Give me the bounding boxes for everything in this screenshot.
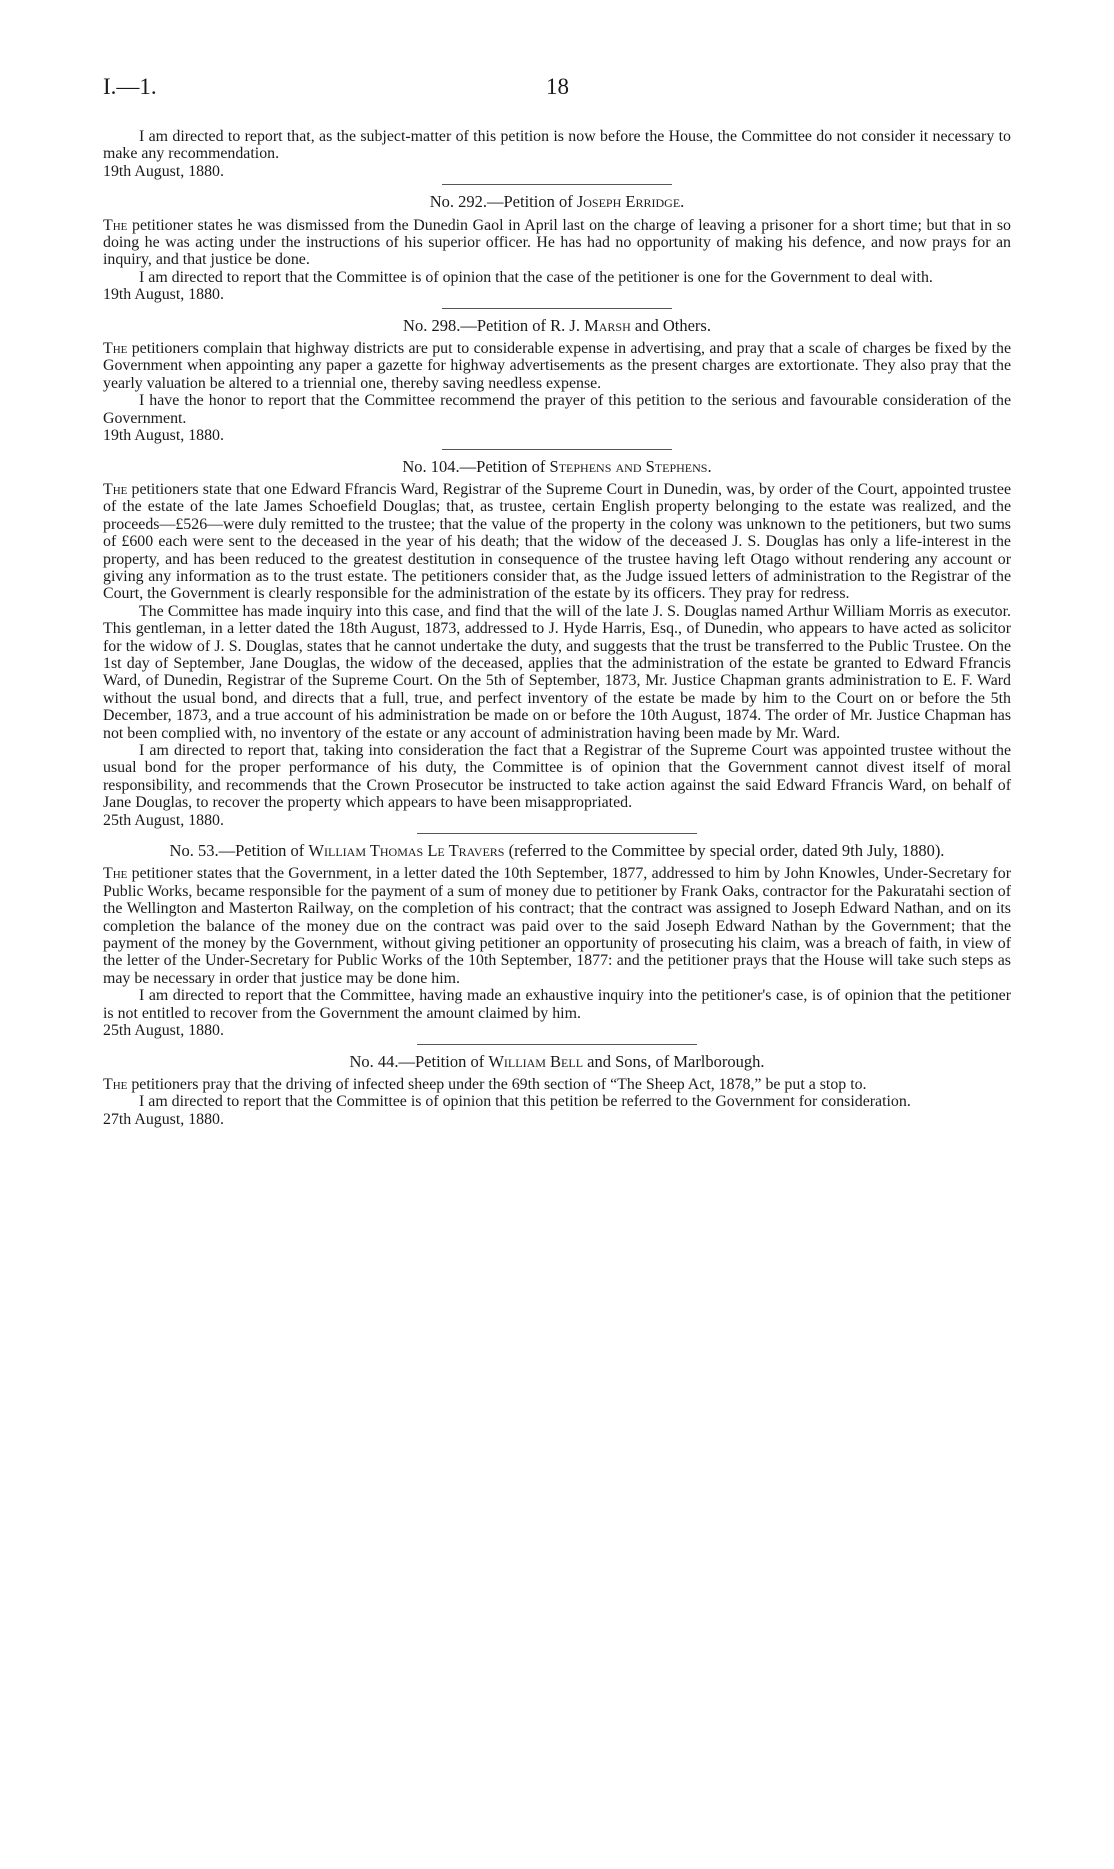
petition-statement: The petitioners complain that highway districts are put to considerable expense in advertising, and pray that a scale of charges be fixed by the Government when appointing any paper a gazette for highway advertisements as the present charges are extortionate. They also pray that the yearly valuation be altered to a triennial one, thereby saving needless expense. xyxy=(103,340,1011,392)
report-date: 25th August, 1880. xyxy=(103,1022,224,1040)
petition-heading: No. 292.—Petition of Joseph Erridge. xyxy=(429,192,685,212)
committee-report: I have the honor to report that the Committee recommend the prayer of this petition to the serious and favourable consideration of the Government. xyxy=(103,392,1011,427)
petition-statement: The petitioner states that the Government, in a letter dated the 10th September, 1877, addressed to him by John Knowles, Under-Secretary for Public Works, became responsible for the payment of a sum of money due to petitioner by Frank Oaks, contractor for the Pakuratahi section of the Wellington and Masterton Railway, on the completion of his contract; that the contract was assigned to Joseph Edward Nathan, and on its completion the balance of the money due on the contract was paid over to the said Joseph Edward Nathan by the Government; that the payment of the money by the Government, without giving petitioner an opportunity of prosecuting his claim, was a breach of faith, in view of the letter of the Under-Secretary for Public Works of the 10th September, 1877: and the petitioner prays that the House will take such steps as may be necessary in order that justice may be done him. xyxy=(103,865,1011,987)
petition-heading: No. 298.—Petition of R. J. Marsh and Others. xyxy=(403,315,711,335)
report-date: 25th August, 1880. xyxy=(103,811,224,829)
committee-inquiry: The Committee has made inquiry into this case, and find that the will of the late J. S. Douglas named Arthur William Morris as executor. This gentleman, in a letter dated the 18th August, 1873, addressed to J. Hyde Harris, Esq., of Dunedin, who appears to have acted as solicitor for the widow of J. S. Douglas, states that he cannot undertake the duty, and suggests that the trust be transferred to the Public Trustee. On the 1st day of September, Jane Douglas, the widow of the deceased, applies that the administration of the estate be granted to Edward Ffrancis Ward, of Dunedin, Registrar of the Supreme Court. On the 5th of September, 1873, Mr. Justice Chapman grants administration to E. F. Ward without the usual bond, and directs that a full, true, and perfect inventory of the estate be made by him to the Court on or before the 5th December, 1873, and a true account of his administration be made on or before the 10th August, 1874. The order of Mr. Justice Chapman has not been complied with, no inventory of the estate or any account of administration having been made by Mr. Ward. xyxy=(103,602,1011,742)
petition-heading: No. 53.—Petition of William Thomas Le Travers (referred to the Committee by special order, dated 9th July, 1880). xyxy=(169,841,945,861)
page-reference: I.—1. xyxy=(103,74,157,99)
committee-report: I am directed to report that the Committee is of opinion that the case of the petitioner is one for the Government to deal with. xyxy=(139,268,933,286)
petition-statement: The petitioner states he was dismissed from the Dunedin Gaol in April last on the charge of leaving a prisoner for a short time; but that in so doing he was acting under the instructions of his superior officer. He has had no opportunity of making his defence, and now prays for an inquiry, and that justice be done. xyxy=(103,216,1011,269)
committee-report: I am directed to report that the Committee is of opinion that this petition be referred to the Government for consideration. xyxy=(139,1093,911,1111)
document-body xyxy=(103,128,1011,1128)
petitioner-name: William Thomas Le Travers xyxy=(308,841,505,861)
petition-heading: No. 104.—Petition of Stephens and Stephens. xyxy=(402,456,712,476)
section-divider xyxy=(442,308,672,309)
section-divider xyxy=(442,449,672,450)
report-date: 27th August, 1880. xyxy=(103,1110,224,1128)
intro-date: 19th August, 1880. xyxy=(103,162,224,180)
petition-statement: The petitioners pray that the driving of infected sheep under the 69th section of “The Sheep Act, 1878,” be put a stop to. xyxy=(103,1075,867,1093)
report-date: 19th August, 1880. xyxy=(103,286,224,304)
petition-heading: No. 44.—Petition of William Bell and Sons, of Marlborough. xyxy=(349,1051,765,1071)
section-divider xyxy=(417,833,697,834)
petitioner-name: R. J. Marsh xyxy=(550,315,631,335)
petitioner-name: Joseph Erridge xyxy=(576,192,681,212)
page-number: 18 xyxy=(546,74,569,99)
committee-report: I am directed to report that, taking into consideration the fact that a Registrar of the Supreme Court was appointed trustee without the usual bond for the proper performance of his duty, the Committee is of opinion that the Government cannot divest itself of moral responsibility, and recommends that the Crown Prosecutor be instructed to take action against the said Edward Ffrancis Ward, on behalf of Jane Douglas, to recover the property which appears to have been misappropriated. xyxy=(103,742,1011,812)
report-date: 19th August, 1880. xyxy=(103,427,224,445)
section-divider xyxy=(442,184,672,185)
intro-report: I am directed to report that, as the subject-matter of this petition is now before the House, the Committee do not consider it necessary to make any recommendation. xyxy=(103,128,1011,163)
petition-statement: The petitioners state that one Edward Ffrancis Ward, Registrar of the Supreme Court in Dunedin, was, by order of the Court, appointed trustee of the estate of the late James Schoefield Douglas; that, as trustee, certain English property belonging to the estate was realized, and the proceeds—£526—were duly remitted to the trustee; that the value of the property in the colony was unknown to the petitioners, but two sums of £600 each were sent to the deceased in the year of his death; that the widow of the deceased J. S. Douglas has only a life-interest in the property, and has been reduced to the greatest destitution in consequence of the trustee having left Otago without rendering any account or giving any information as to the trust estate. The petitioners consider that, as the Judge issued letters of administration to the Registrar of the Court, the Government is clearly responsible for the administration of the estate by its officers. They pray for redress. xyxy=(103,480,1011,603)
petitioner-name: Stephens and Stephens xyxy=(549,456,708,476)
section-divider xyxy=(417,1044,697,1045)
committee-report: I am directed to report that the Committee, having made an exhaustive inquiry into the petitioner's case, is of opinion that the petitioner is not entitled to recover from the Government the amount claimed by him. xyxy=(103,987,1011,1022)
petitioner-name: William Bell xyxy=(488,1051,584,1071)
